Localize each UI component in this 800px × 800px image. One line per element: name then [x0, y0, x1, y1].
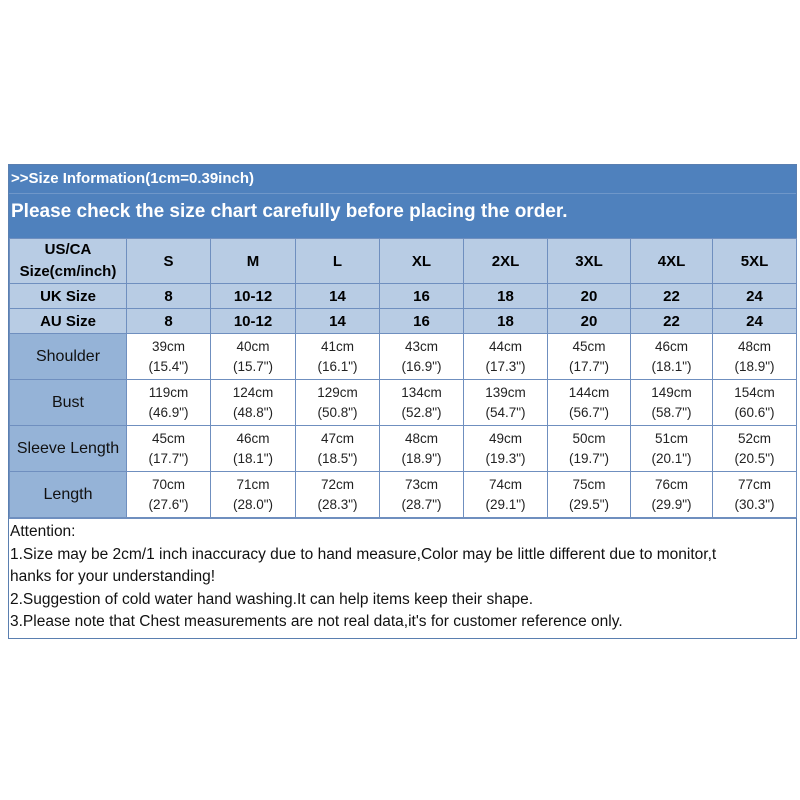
measurement-cm: 134cm [401, 384, 442, 400]
measurement-label: Length [10, 472, 127, 518]
corner-label-line-1: US/CA [44, 241, 92, 258]
measurement-inch: (18.5") [317, 450, 358, 466]
measurement-cm: 73cm [404, 476, 438, 492]
measurement-cell [548, 472, 631, 518]
note-line: 2.Suggestion of cold water hand washing.It can help items keep their shape. [10, 590, 534, 608]
corner-label [10, 239, 127, 284]
measurement-cm: 129cm [317, 384, 358, 400]
note-line: hanks for your understanding! [10, 568, 216, 585]
measurement-inch: (16.9") [401, 358, 442, 374]
measurement-cm: 72cm [320, 476, 354, 492]
measurement-label: Bust [10, 380, 127, 426]
measurement-inch: (15.7") [232, 358, 274, 374]
measurement-inch: (58.7") [651, 404, 692, 420]
measurement-inch: (30.3") [734, 496, 775, 512]
measurement-cm: 71cm [236, 476, 270, 492]
measurement-inch: (17.7") [568, 358, 610, 374]
measurement-cell [211, 380, 296, 426]
measurement-cell [296, 472, 380, 518]
measurement-cm: 74cm [488, 476, 522, 492]
size-header-row [10, 239, 797, 284]
measurement-inch: (50.8") [317, 404, 358, 420]
measurement-cell [713, 472, 797, 518]
measurement-cm: 49cm [488, 430, 522, 446]
measurement-inch: (18.1") [232, 450, 274, 466]
au-size-cell: 8 [127, 309, 211, 334]
uk-size-cell: 8 [127, 284, 211, 309]
measurement-label: Shoulder [10, 334, 127, 380]
size-header-cell: L [296, 239, 380, 284]
measurement-inch: (20.5") [734, 450, 775, 466]
size-header-cell: M [211, 239, 296, 284]
measurement-inch: (56.7") [568, 404, 610, 420]
note-line: 1.Size may be 2cm/1 inch inaccuracy due to hand measure,Color may be little different due to monitor,t [10, 545, 717, 563]
measurement-cm: 48cm [737, 338, 771, 354]
measurement-cell [713, 426, 797, 472]
size-chart [8, 164, 797, 639]
measurement-cell [464, 426, 548, 472]
attention-notes [9, 518, 796, 638]
measurement-cell [380, 472, 464, 518]
corner-label-line-2: Size(cm/inch) [19, 263, 117, 280]
measurement-cell [380, 426, 464, 472]
measurement-cell [211, 426, 296, 472]
measurement-cm: 46cm [236, 430, 270, 446]
measurement-cm: 77cm [737, 476, 771, 492]
attention-heading: Attention: [10, 523, 76, 540]
measurement-cm: 139cm [485, 384, 526, 400]
measurement-cell [548, 334, 631, 380]
measurement-cell [127, 472, 211, 518]
uk-size-cell: 10-12 [211, 284, 296, 309]
measurement-inch: (17.3") [485, 358, 526, 374]
measurement-inch: (19.3") [485, 450, 526, 466]
measurement-inch: (18.1") [651, 358, 692, 374]
size-header-cell: XL [380, 239, 464, 284]
measurement-cell [127, 334, 211, 380]
size-chart-notice: Please check the size chart carefully before placing the order. [9, 193, 796, 238]
measurement-cm: 50cm [572, 430, 606, 446]
au-size-cell: 14 [296, 309, 380, 334]
measurement-cell [548, 380, 631, 426]
measurement-cell [296, 380, 380, 426]
measurement-cm: 149cm [651, 384, 692, 400]
measurement-cell [713, 334, 797, 380]
uk-size-cell: 24 [713, 284, 797, 309]
uk-size-cell: 18 [464, 284, 548, 309]
measurement-inch: (54.7") [485, 404, 526, 420]
measurement-row [10, 334, 797, 380]
measurement-cell [296, 426, 380, 472]
uk-size-cell: 20 [548, 284, 631, 309]
measurement-label: Sleeve Length [10, 426, 127, 472]
au-size-cell: 20 [548, 309, 631, 334]
measurement-inch: (60.6") [734, 404, 775, 420]
uk-size-cell: 14 [296, 284, 380, 309]
measurement-cm: 52cm [737, 430, 771, 446]
measurement-inch: (48.8") [232, 404, 274, 420]
size-header-cell: S [127, 239, 211, 284]
measurement-inch: (29.5") [568, 496, 610, 512]
measurement-inch: (28.0") [232, 496, 274, 512]
measurement-inch: (29.1") [485, 496, 526, 512]
size-header-cell: 2XL [464, 239, 548, 284]
measurement-cell [296, 334, 380, 380]
au-size-label: AU Size [10, 309, 127, 334]
measurement-cell [631, 426, 713, 472]
measurement-cell [464, 380, 548, 426]
measurement-row [10, 472, 797, 518]
measurement-inch: (28.3") [317, 496, 358, 512]
note-line: 3.Please note that Chest measurements are not real data,it's for customer reference only. [10, 613, 623, 630]
measurement-cell [380, 380, 464, 426]
measurement-inch: (46.9") [148, 404, 189, 420]
measurement-cm: 124cm [232, 384, 274, 400]
measurement-inch: (28.7") [401, 496, 442, 512]
measurement-row [10, 380, 797, 426]
measurement-inch: (18.9") [401, 450, 442, 466]
size-info-title: >>Size Information(1cm=0.39inch) [9, 165, 796, 193]
measurement-inch: (29.9") [651, 496, 692, 512]
measurement-cm: 75cm [572, 476, 606, 492]
uk-size-label: UK Size [10, 284, 127, 309]
uk-size-row [10, 284, 797, 309]
measurement-cell [631, 380, 713, 426]
size-header-cell: 4XL [631, 239, 713, 284]
measurement-cm: 70cm [151, 476, 185, 492]
measurement-cm: 40cm [236, 338, 270, 354]
measurement-cell [464, 472, 548, 518]
measurement-cm: 46cm [654, 338, 688, 354]
measurement-inch: (19.7") [568, 450, 610, 466]
measurement-cell [211, 472, 296, 518]
measurement-cm: 48cm [404, 430, 438, 446]
measurement-cell [548, 426, 631, 472]
measurement-cm: 45cm [151, 430, 185, 446]
measurement-inch: (17.7") [148, 450, 189, 466]
measurement-cm: 44cm [488, 338, 522, 354]
au-size-row [10, 309, 797, 334]
measurement-cm: 51cm [654, 430, 688, 446]
measurement-cell [631, 472, 713, 518]
size-table [9, 238, 797, 518]
measurement-cell [127, 426, 211, 472]
measurement-cell [380, 334, 464, 380]
measurement-inch: (52.8") [401, 404, 442, 420]
au-size-cell: 10-12 [211, 309, 296, 334]
measurement-cm: 119cm [148, 384, 189, 400]
measurement-cell [464, 334, 548, 380]
measurement-inch: (27.6") [148, 496, 189, 512]
measurement-cm: 47cm [320, 430, 354, 446]
measurement-cell [211, 334, 296, 380]
measurement-cm: 43cm [404, 338, 438, 354]
au-size-cell: 24 [713, 309, 797, 334]
measurement-inch: (15.4") [148, 358, 189, 374]
au-size-cell: 16 [380, 309, 464, 334]
measurement-cell [631, 334, 713, 380]
measurement-cm: 144cm [568, 384, 610, 400]
size-header-cell: 3XL [548, 239, 631, 284]
measurement-inch: (16.1") [317, 358, 358, 374]
measurement-cm: 45cm [572, 338, 606, 354]
measurement-cell [713, 380, 797, 426]
measurement-inch: (18.9") [734, 358, 775, 374]
measurement-cm: 154cm [734, 384, 775, 400]
au-size-cell: 18 [464, 309, 548, 334]
measurement-inch: (20.1") [651, 450, 692, 466]
uk-size-cell: 16 [380, 284, 464, 309]
size-header-cell: 5XL [713, 239, 797, 284]
measurement-cm: 41cm [320, 338, 354, 354]
measurement-cm: 76cm [654, 476, 688, 492]
au-size-cell: 22 [631, 309, 713, 334]
measurement-row [10, 426, 797, 472]
uk-size-cell: 22 [631, 284, 713, 309]
measurement-cm: 39cm [151, 338, 185, 354]
measurement-cell [127, 380, 211, 426]
